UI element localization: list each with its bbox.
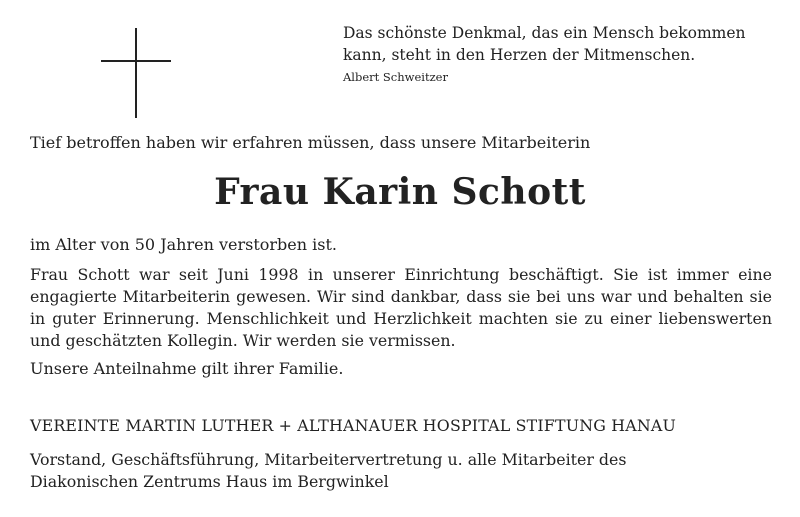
cross-icon	[101, 28, 171, 118]
deceased-name: Frau Karin Schott	[214, 171, 586, 213]
cross-vertical-bar	[135, 28, 137, 118]
cross-horizontal-bar	[101, 60, 171, 62]
epigraph-quote: Das schönste Denkmal, das ein Mensch bekommen kann, steht in den Herzen der Mitmenschen.	[343, 24, 746, 64]
notice-intro: Tief betroffen haben wir erfahren müssen, dass unsere Mitarbeiterin	[30, 133, 591, 152]
sender-organization: VEREINTE MARTIN LUTHER + ALTHANAUER HOSPITAL STIFTUNG HANAU	[30, 416, 677, 435]
notice-body: Frau Schott war seit Juni 1998 in unserer Einrichtung beschäftigt. Sie ist immer eine engagierte Mitarbeiterin gewesen. Wir sind dankbar, dass sie bei uns war und behalten sie in guter Erinnerung. Menschlichkeit und Herzlichkeit machten sie zu einer liebenswerten und geschätzten Kollegin. Wir werden sie vermissen.	[30, 265, 772, 350]
sender-signatories: Vorstand, Geschäftsführung, Mitarbeitervertretung u. alle Mitarbeiter des Diakonischen Zentrums Haus im Bergwinkel	[30, 450, 627, 491]
epigraph-author: Albert Schweitzer	[343, 70, 448, 84]
age-line: im Alter von 50 Jahren verstorben ist.	[30, 235, 337, 254]
sympathy-line: Unsere Anteilnahme gilt ihrer Familie.	[30, 359, 344, 378]
